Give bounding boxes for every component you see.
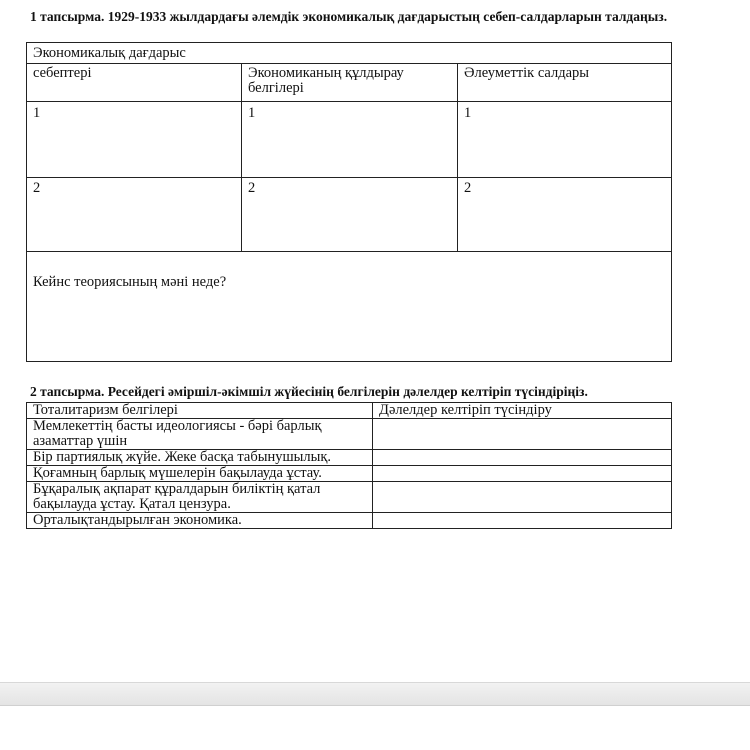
table-divider [27, 177, 671, 178]
task2-title: 2 тапсырма. Ресейдегі әміршіл-әкімшіл жүйесінің белгілерін дәлелдер келтіріп түсіндіріңіз. [30, 384, 588, 399]
table-row [27, 419, 672, 450]
table-divider [241, 63, 242, 251]
table-divider [457, 63, 458, 251]
answer-cell[interactable] [373, 482, 672, 513]
row-label: Қоғамның барлық мүшелерін бақылауда ұстау. [27, 466, 373, 482]
task1-title: 1 тапсырма. 1929-1933 жылдардағы әлемдік экономикалық дағдарыстың себеп-салдарларын талдаңыз. [30, 9, 668, 24]
row-label: Орталықтандырылған экономика. [27, 513, 373, 529]
keynes-question: Кейнс теориясының мәні неде? [33, 274, 227, 290]
answer-cell[interactable] [373, 450, 672, 466]
row1-cell-causes[interactable]: 1 [33, 105, 41, 121]
row2-cell-social[interactable]: 2 [464, 180, 472, 196]
row1-cell-decline[interactable]: 1 [248, 105, 256, 121]
row-label: Мемлекеттің басты идеологиясы - бәрі барлық азаматтар үшін [27, 419, 373, 450]
table-row [27, 450, 672, 466]
column-header-causes: себептері [33, 65, 92, 81]
column-header-totalitarianism-signs: Тоталитаризм белгілері [27, 403, 373, 419]
row-label: Бұқаралық ақпарат құралдарын биліктің қатал бақылауда ұстау. Қатал цензура. [27, 482, 373, 513]
row2-cell-causes[interactable]: 2 [33, 180, 41, 196]
table-header-row [27, 403, 672, 419]
answer-cell[interactable] [373, 419, 672, 450]
task1-table [26, 42, 672, 362]
bottom-bar [0, 682, 750, 706]
header-group-label: Экономикалық дағдарыс [33, 45, 186, 61]
table-row [27, 513, 672, 529]
row1-cell-social[interactable]: 1 [464, 105, 472, 121]
answer-cell[interactable] [373, 513, 672, 529]
table-divider [27, 101, 671, 102]
table-divider [27, 63, 671, 64]
task2-table [26, 402, 672, 529]
answer-cell[interactable] [373, 466, 672, 482]
column-header-evidence: Дәлелдер келтіріп түсіндіру [373, 403, 672, 419]
column-header-social-consequences: Әлеуметтік салдары [464, 65, 590, 81]
row-label: Бір партиялық жүйе. Жеке басқа табынушылық. [27, 450, 373, 466]
column-header-decline-signs: Экономиканың құлдырау белгілері [248, 65, 404, 96]
table-row [27, 482, 672, 513]
table-divider [27, 251, 671, 252]
row2-cell-decline[interactable]: 2 [248, 180, 256, 196]
table-row [27, 466, 672, 482]
